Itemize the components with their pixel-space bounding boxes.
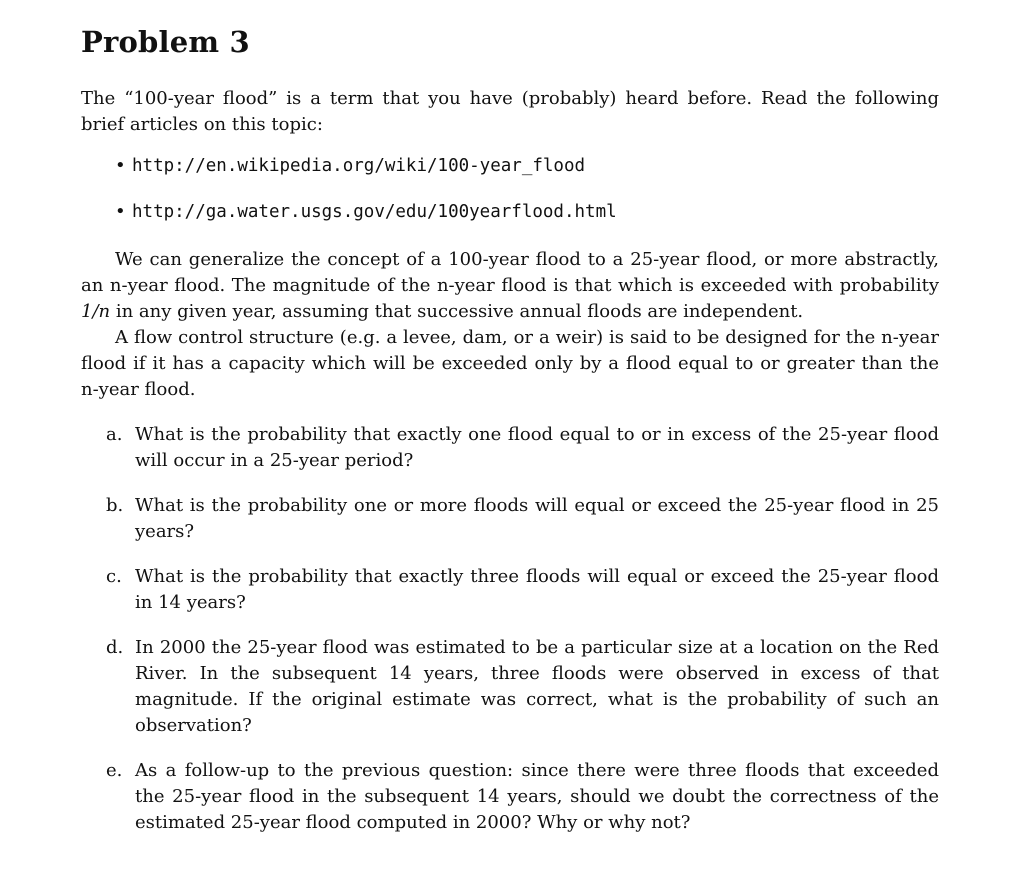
concept-text-start: We can generalize the concept of a 100-year flood to a 25-year flood, or more abstractly, an n-year flood. The magnitude of the n-year flood is that which is exceeded with probability [81,249,939,296]
article-link-list [81,153,939,245]
list-item [81,153,939,199]
document-page [81,22,939,855]
question-d [81,635,939,739]
bullet-icon: • [115,155,126,176]
question-text: What is the probability one or more floods will equal or exceed the 25-year flood in 25 years? [135,495,939,542]
question-text: In 2000 the 25-year flood was estimated to be a particular size at a location on the Red River. In the subsequent 14 years, three floods were observed in excess of that magnitude. If the original estimate was correct, what is the probability of such an observation? [135,637,939,736]
concept-text-end: in any given year, assuming that successive annual floods are independent. [110,301,804,322]
question-letter: e. [106,760,123,781]
question-a [81,422,939,474]
intro-paragraph: The “100-year flood” is a term that you have (probably) heard before. Read the following brief articles on this topic: [81,88,939,135]
question-letter: a. [106,424,123,445]
question-letter: d. [106,637,124,658]
bullet-icon: • [115,201,126,222]
question-text: What is the probability that exactly three floods will equal or exceed the 25-year flood in 14 years? [135,566,939,613]
probability-expression: 1/n [81,301,111,322]
question-letter: b. [106,495,124,516]
wikipedia-link[interactable]: http://en.wikipedia.org/wiki/100-year_flood [132,156,586,176]
question-text: What is the probability that exactly one flood equal to or in excess of the 25-year flood will occur in a 25-year period? [135,424,939,471]
problem-title: Problem 3 [81,25,250,59]
question-c [81,564,939,616]
question-list [81,422,939,836]
list-item [81,199,939,245]
concept-paragraph [81,247,939,325]
question-e [81,758,939,836]
question-text: As a follow-up to the previous question: since there were three floods that exceeded the 25-year flood in the subsequent 14 years, should we doubt the correctness of the estimated 25-year flood computed in 2000? Why or why not? [135,760,939,833]
question-letter: c. [106,566,122,587]
question-b [81,493,939,545]
usgs-link[interactable]: http://ga.water.usgs.gov/edu/100yearflood.html [132,202,617,222]
design-paragraph: A flow control structure (e.g. a levee, dam, or a weir) is said to be designed for the n-year flood if it has a capacity which will be exceeded only by a flood equal to or greater than the n-year flood. [81,327,939,400]
